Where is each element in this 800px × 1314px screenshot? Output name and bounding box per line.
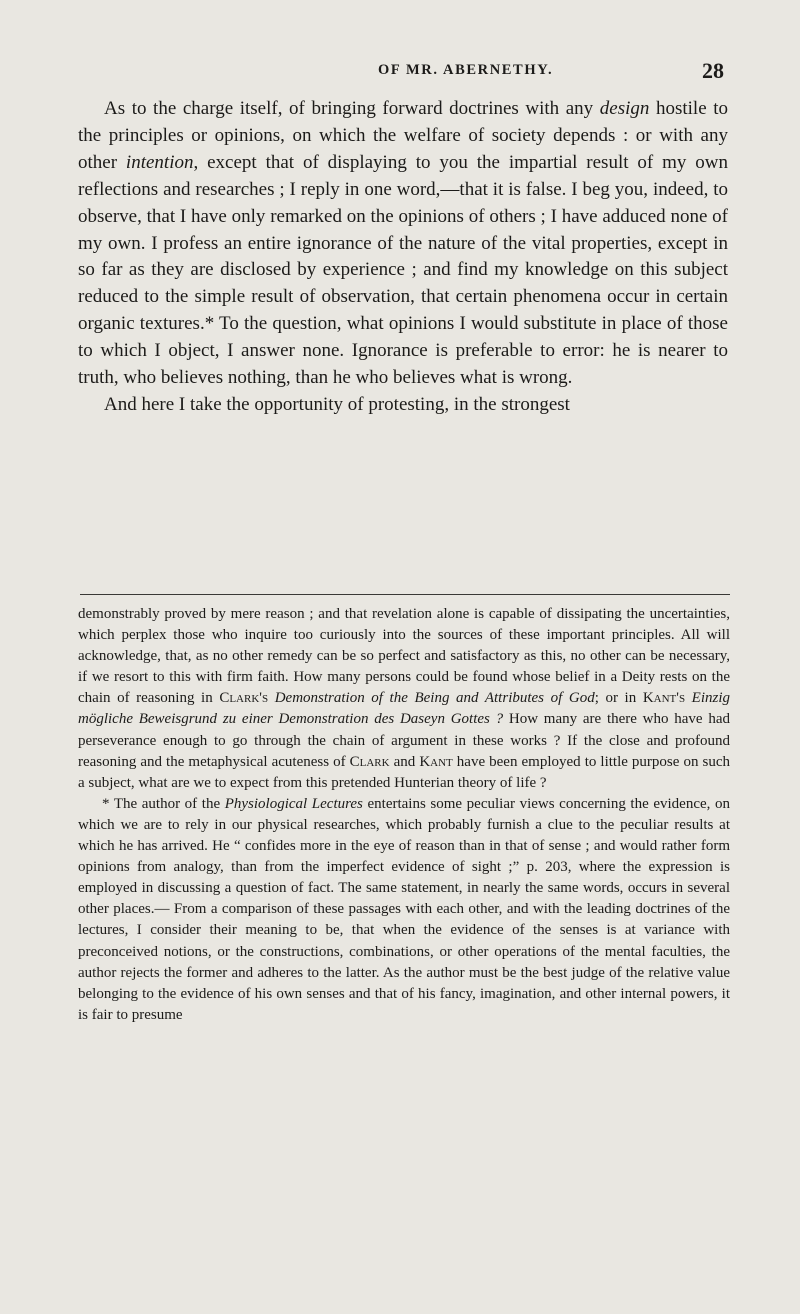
- author-name: Clark's: [219, 690, 269, 707]
- text-run: , except that of displaying to you the impartial result of my own reflections and researches ; I reply in one word,—that it is false. I beg you, indeed, to observe, that I have only remarked on the opinions of others ; I have adduced none of my own. I profess an entire ignorance of the nature of the vital properties, except in so far as they are disclosed by experience ; and find my knowledge on this subject reduced to the simple result of observation, that certain phenomena occur in certain organic textures.* To the question, what opinions I would substitute in place of those to which I object, I answer none. Ignorance is preferable to error: he is nearer to truth, who believes nothing, than he who believes what is wrong.: [78, 151, 728, 389]
- text-run: entertains some peculiar views concerning the evidence, on which we are to rely in our physical researches, which probably furnish a clue to the peculiar results at which he has arrived. He “ confides more in the eye of reason than in that of sense ; and would rather form opinions from analogy, than from the imperfect evidence of sight ;” p. 203, where the expression is employed in discussing a question of fact. The same statement, in nearly the same words, occurs in several other places.— From a comparison of these passages with each other, and with the leading doctrines of the lectures, I consider their meaning to be, that when the evidence of the senses is at variance with preconceived notions, or the constructions, combinations, or other operations of the mental faculties, the author rejects the former and adheres to the latter. As the author must be the best judge of the relative value belonging to the evidence of his own senses and that of his fancy, imagination, and other internal powers, it is fair to presume: [78, 795, 730, 1023]
- text-run: * The author of the: [102, 795, 225, 812]
- author-name: Kant's: [642, 690, 686, 707]
- text-run: hostile to the principles or opinions, on which the welfare of society depends : or with any other: [78, 98, 728, 173]
- footnotes: [78, 604, 730, 1026]
- text-run: ; or in: [594, 690, 643, 707]
- emphasis: design: [599, 98, 650, 119]
- work-title: Physiological Lectures: [224, 795, 363, 812]
- paragraph-1: [78, 96, 728, 392]
- text-run: As to the charge itself, of bringing forward doctrines with any: [104, 98, 600, 119]
- paragraph-2: And here I take the opportunity of protesting, in the strongest: [104, 393, 570, 415]
- author-name: Kant: [419, 753, 453, 770]
- work-title: Einzig mögliche Beweisgrund zu einer Demonstration des Daseyn Gottes ?: [78, 690, 731, 728]
- text-run: How many are there who have had perseverance enough to go through the chain of argument in these works ? If the close and profound reasoning and the metaphysical acuteness of: [78, 711, 730, 770]
- text-run: and: [389, 753, 420, 770]
- running-head: [0, 58, 800, 92]
- text-run: demonstrably proved by mere reason ; and that revelation alone is capable of dissipating the uncertainties, which perplex those who inquire too curiously into the sources of these important principles. All will acknowledge, that, as no other remedy can be so perfect and satisfactory as this, no other can be necessary, if we resort to this with firm faith. How many persons could be found whose belief in a Deity rests on the chain of reasoning in: [78, 606, 730, 707]
- text-run: have been employed to little purpose on such a subject, what are we to expect from this pretended Hunterian theory of life ?: [78, 753, 730, 791]
- running-title: OF MR. ABERNETHY.: [378, 62, 554, 78]
- page-number: 28: [702, 58, 724, 83]
- footnote-rule: [80, 594, 730, 595]
- author-name: Clark: [349, 753, 390, 770]
- work-title: Demonstration of the Being and Attributes of God: [274, 690, 595, 707]
- footnote-star: [78, 794, 730, 1026]
- footnote-continuation: [78, 604, 730, 794]
- main-text: [78, 96, 728, 419]
- emphasis: intention: [125, 151, 194, 173]
